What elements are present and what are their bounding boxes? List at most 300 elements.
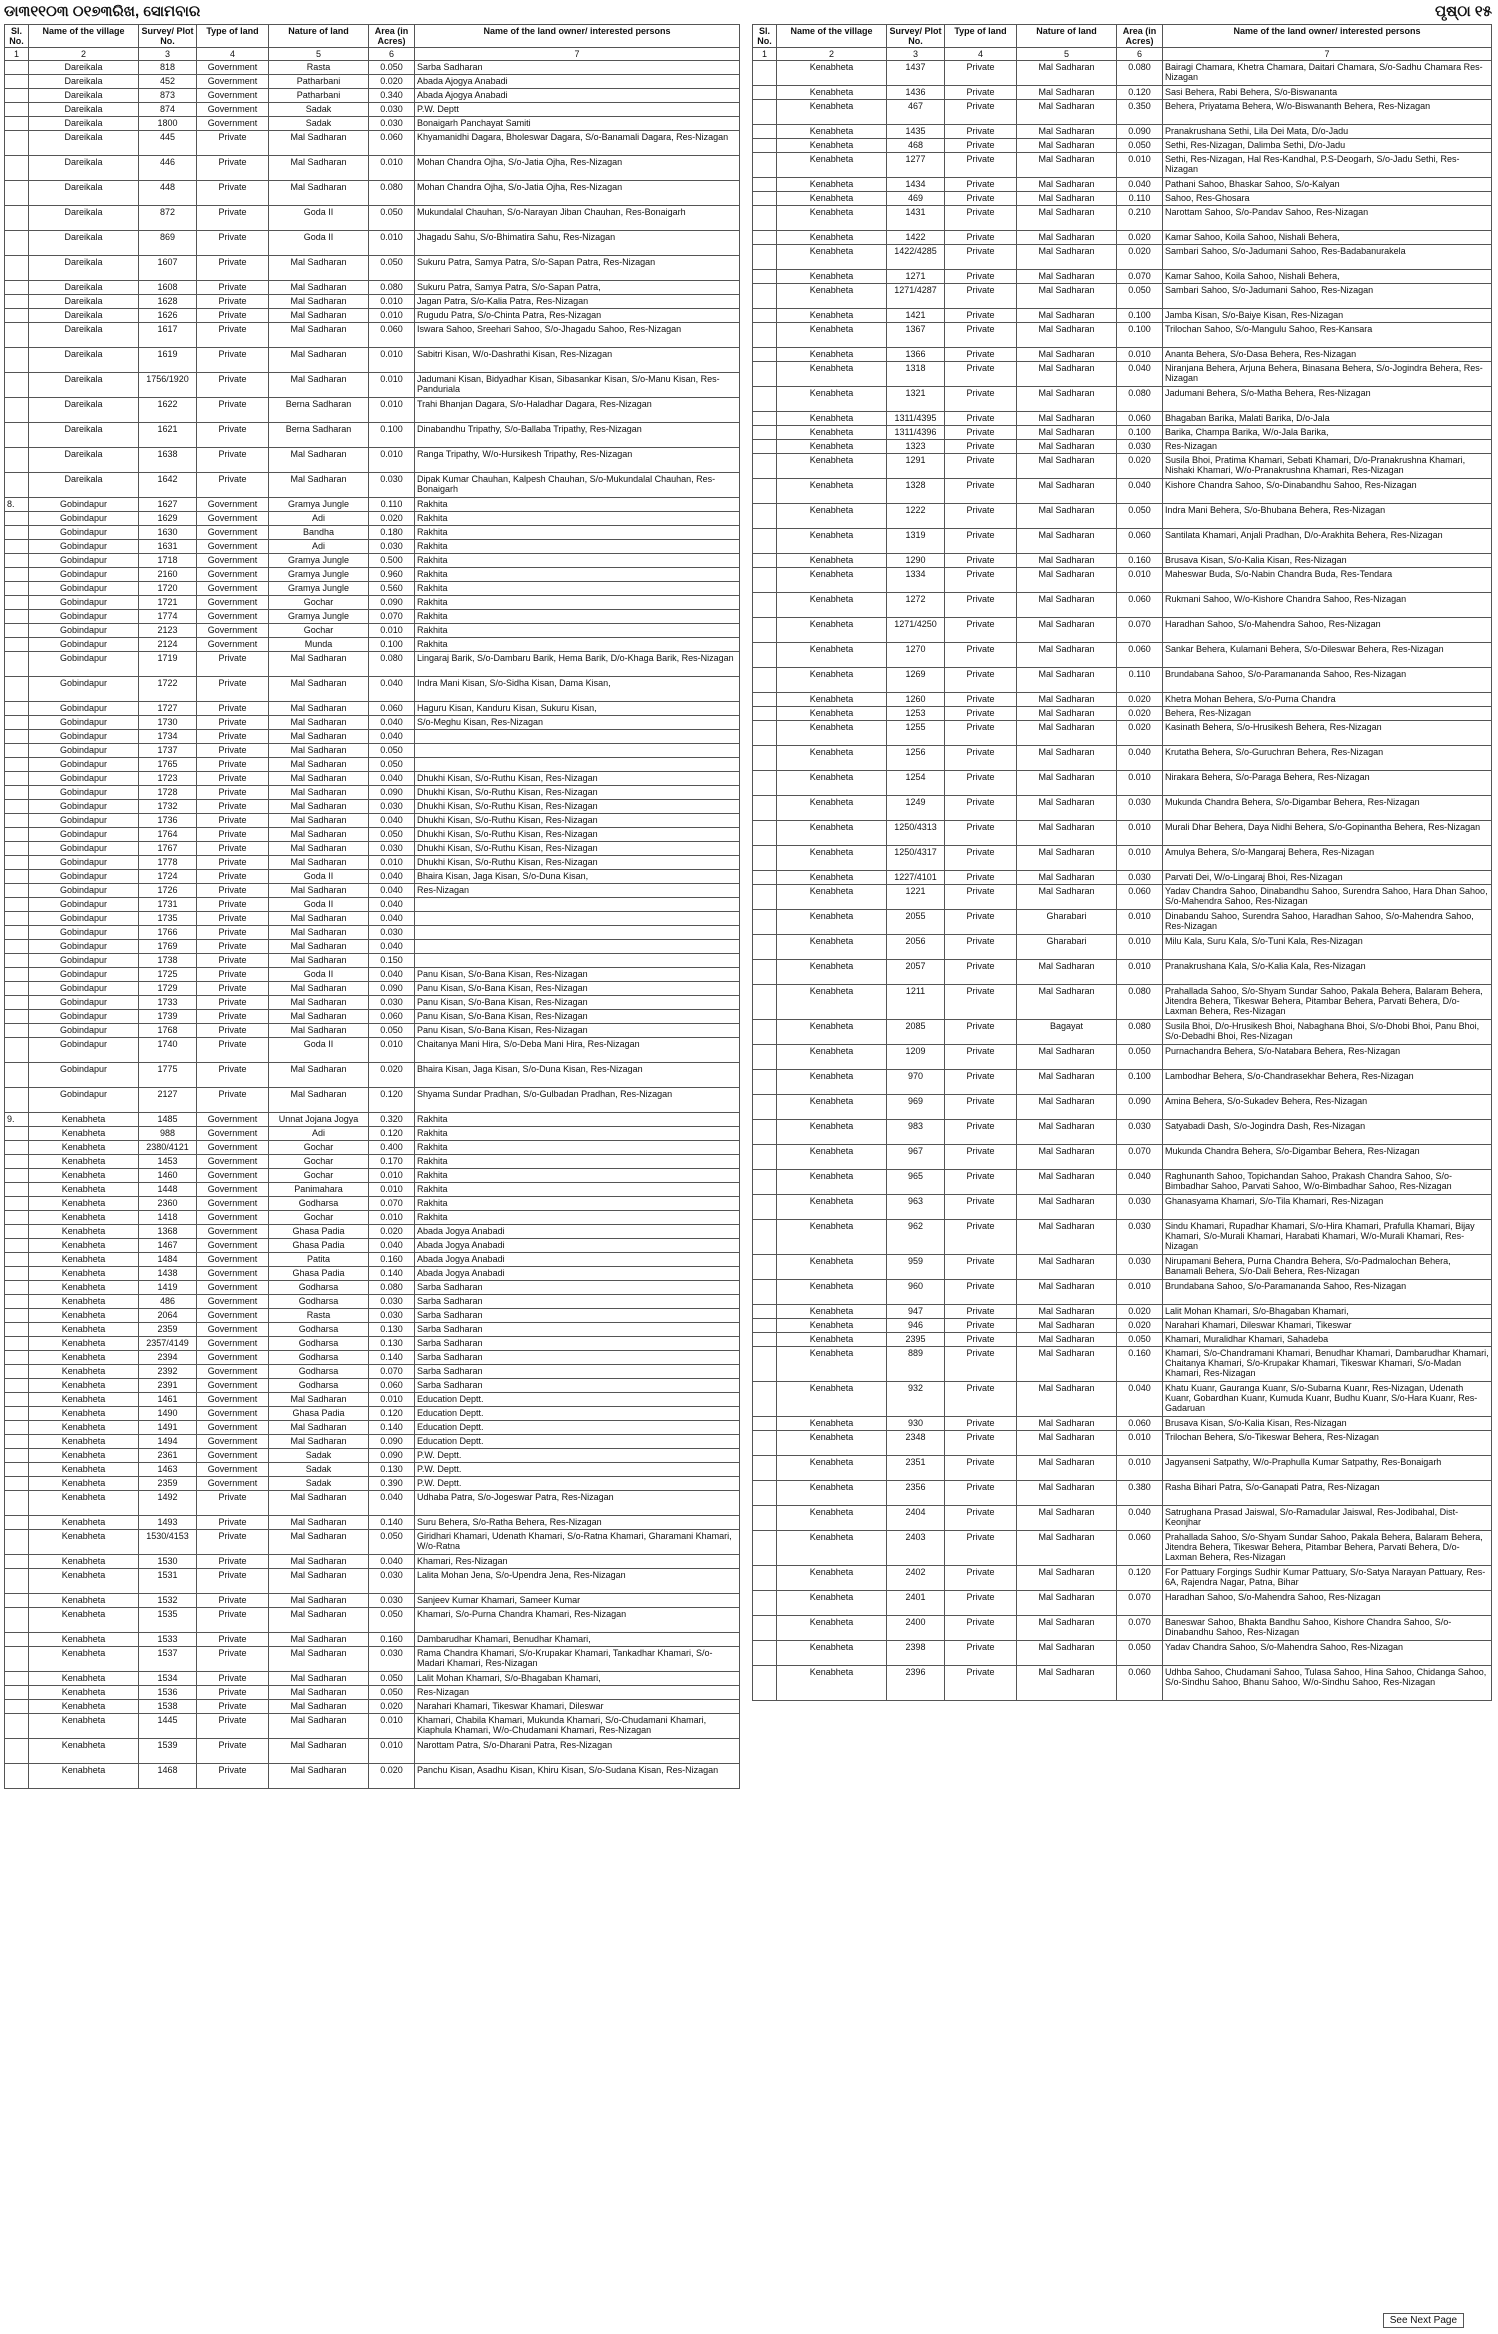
village-name: Gobindapur [29,758,139,772]
land-nature: Gochar [269,624,369,638]
table-row [753,910,1492,935]
table-row [5,526,740,540]
owner-names: Rakhita [415,540,740,554]
table-row [5,1764,740,1789]
land-type: Private [945,1220,1017,1255]
area-acres: 0.050 [369,1686,415,1700]
land-nature: Mal Sadharan [1017,153,1117,178]
plot-number: 1270 [887,643,945,668]
village-name: Dareikala [29,231,139,256]
village-name: Kenabheta [777,1319,887,1333]
land-nature: Mal Sadharan [269,912,369,926]
plot-number: 2124 [139,638,197,652]
plot-number: 1732 [139,800,197,814]
land-type: Private [197,814,269,828]
area-acres: 0.010 [1117,1280,1163,1305]
owner-names: Udhba Sahoo, Chudamani Sahoo, Tulasa Sahoo, Hina Sahoo, Chidanga Sahoo, S/o-Sindhu Sahoo, Bhanu Sahoo, W/o-Sindhu Sahoo, Res-Nizagan [1163,1666,1492,1701]
plot-number: 1765 [139,758,197,772]
village-name: Dareikala [29,295,139,309]
land-type: Government [197,1113,269,1127]
area-acres: 0.100 [369,638,415,652]
area-acres: 0.500 [369,554,415,568]
land-nature: Ghasa Padia [269,1267,369,1281]
column-header: Name of the village [29,25,139,48]
area-acres: 0.140 [369,1267,415,1281]
sl-no [5,526,29,540]
area-acres: 0.040 [369,912,415,926]
sl-no [5,1633,29,1647]
sl-no [753,440,777,454]
plot-number: 1768 [139,1024,197,1038]
sl-no [5,1647,29,1672]
owner-names: Narahari Khamari, Dileswar Khamari, Tikeswar [1163,1319,1492,1333]
land-nature: Gramya Jungle [269,582,369,596]
plot-number: 818 [139,61,197,75]
area-acres: 0.090 [1117,1095,1163,1120]
sl-no [753,1417,777,1431]
land-type: Government [197,1253,269,1267]
sl-no [5,1088,29,1113]
table-row [5,281,740,295]
table-row [5,1569,740,1594]
land-type: Private [945,139,1017,153]
land-nature: Mal Sadharan [1017,529,1117,554]
sl-no [753,707,777,721]
land-type: Private [197,1491,269,1516]
sl-no [753,885,777,910]
plot-number: 1277 [887,153,945,178]
land-type: Government [197,1169,269,1183]
land-nature: Mal Sadharan [269,856,369,870]
area-acres: 0.350 [1117,100,1163,125]
sl-no [753,796,777,821]
land-type: Government [197,1365,269,1379]
table-row [5,1127,740,1141]
land-nature: Mal Sadharan [269,1555,369,1569]
area-acres: 0.560 [369,582,415,596]
table-row [753,746,1492,771]
owner-names: Narahari Khamari, Tikeswar Khamari, Dileswar [415,1700,740,1714]
plot-number: 1419 [139,1281,197,1295]
village-name: Kenabheta [777,270,887,284]
sl-no [5,1295,29,1309]
land-type: Government [197,1323,269,1337]
left-column [4,24,740,1789]
sl-no [5,1141,29,1155]
plot-number: 1291 [887,454,945,479]
village-name: Gobindapur [29,1088,139,1113]
land-nature: Mal Sadharan [1017,1280,1117,1305]
area-acres: 0.160 [1117,554,1163,568]
area-acres: 0.960 [369,568,415,582]
area-acres: 0.010 [369,373,415,398]
owner-names: Lalit Mohan Khamari, S/o-Bhagaban Khamari, [415,1672,740,1686]
land-type: Private [945,821,1017,846]
sl-no [753,1070,777,1095]
sl-no [753,231,777,245]
village-name: Kenabheta [29,1530,139,1555]
sl-no [5,677,29,702]
village-name: Gobindapur [29,814,139,828]
land-nature: Mal Sadharan [1017,960,1117,985]
land-type: Government [197,1211,269,1225]
area-acres: 0.040 [369,677,415,702]
village-name: Kenabheta [29,1155,139,1169]
land-type: Private [197,1010,269,1024]
land-nature: Mal Sadharan [269,323,369,348]
table-row [5,1421,740,1435]
land-nature: Mal Sadharan [269,1516,369,1530]
land-type: Private [197,716,269,730]
land-nature: Mal Sadharan [269,131,369,156]
table-row [753,885,1492,910]
owner-names: Mohan Chandra Ojha, S/o-Jatia Ojha, Res-Nizagan [415,181,740,206]
plot-number: 1766 [139,926,197,940]
plot-number: 1222 [887,504,945,529]
land-nature: Mal Sadharan [1017,1666,1117,1701]
land-type: Government [197,103,269,117]
land-nature: Mal Sadharan [269,716,369,730]
land-type: Private [945,643,1017,668]
table-row [5,309,740,323]
land-nature: Mal Sadharan [1017,707,1117,721]
village-name: Gobindapur [29,912,139,926]
plot-number: 1256 [887,746,945,771]
land-nature: Mal Sadharan [269,1686,369,1700]
owner-names: Rakhita [415,582,740,596]
village-name: Dareikala [29,117,139,131]
village-name: Kenabheta [777,192,887,206]
column-number-row [5,48,740,61]
sl-no [753,1195,777,1220]
area-acres: 0.020 [369,1225,415,1239]
area-acres: 0.390 [369,1477,415,1491]
table-row [753,568,1492,593]
owner-names: Rakhita [415,1211,740,1225]
village-name: Kenabheta [777,746,887,771]
village-name: Gobindapur [29,540,139,554]
land-type: Private [945,846,1017,871]
land-type: Private [945,1120,1017,1145]
area-acres: 0.040 [369,730,415,744]
owner-names: Brusava Kisan, S/o-Kalia Kisan, Res-Nizagan [1163,1417,1492,1431]
owner-names: Maheswar Buda, S/o-Nabin Chandra Buda, Res-Tendara [1163,568,1492,593]
village-name: Kenabheta [777,1666,887,1701]
owner-names [415,744,740,758]
owner-names: Dhukhi Kisan, S/o-Ruthu Kisan, Res-Nizagan [415,856,740,870]
left-table-body [5,61,740,1789]
land-nature: Mal Sadharan [269,1647,369,1672]
sl-no [5,1038,29,1063]
area-acres: 0.100 [369,423,415,448]
plot-number: 2404 [887,1506,945,1531]
column-header: Type of land [197,25,269,48]
table-row [5,117,740,131]
land-type: Private [197,1594,269,1608]
plot-number: 2391 [139,1379,197,1393]
land-type: Government [197,638,269,652]
sl-no [5,473,29,498]
land-type: Private [197,1516,269,1530]
owner-names: Sindu Khamari, Rupadhar Khamari, S/o-Hira Khamari, Prafulla Khamari, Bijay Khamari, S/o-Murali Khamari, Harabati Khamari, W/o-Murali Khamari, Res-Nizagan [1163,1220,1492,1255]
sl-no [5,842,29,856]
village-name: Kenabheta [29,1379,139,1393]
owner-names: Bhaira Kisan, Jaga Kisan, S/o-Duna Kisan, Res-Nizagan [415,1063,740,1088]
sl-no [5,772,29,786]
plot-number: 1718 [139,554,197,568]
plot-number: 1437 [887,61,945,86]
sl-no [5,398,29,423]
land-type: Private [945,1255,1017,1280]
area-acres: 0.010 [1117,1456,1163,1481]
village-name: Gobindapur [29,828,139,842]
land-type: Private [197,772,269,786]
table-row [5,1555,740,1569]
area-acres: 0.140 [369,1351,415,1365]
land-nature: Mal Sadharan [1017,454,1117,479]
village-name: Kenabheta [777,1382,887,1417]
owner-names: Bhaira Kisan, Jaga Kisan, S/o-Duna Kisan, [415,870,740,884]
owner-names: Panchu Kisan, Asadhu Kisan, Khiru Kisan, S/o-Sudana Kisan, Res-Nizagan [415,1764,740,1789]
land-nature: Mal Sadharan [269,828,369,842]
plot-number: 963 [887,1195,945,1220]
land-type: Private [945,1170,1017,1195]
plot-number: 1775 [139,1063,197,1088]
owner-names: Panu Kisan, S/o-Bana Kisan, Res-Nizagan [415,1024,740,1038]
village-name: Kenabheta [777,412,887,426]
village-name: Gobindapur [29,898,139,912]
village-name: Kenabheta [777,593,887,618]
column-number: 7 [1163,48,1492,61]
area-acres: 0.020 [1117,693,1163,707]
table-row [753,1280,1492,1305]
area-acres: 0.050 [369,256,415,281]
sl-no [753,362,777,387]
village-name: Dareikala [29,156,139,181]
owner-names: Khamari, S/o-Purna Chandra Khamari, Res-Nizagan [415,1608,740,1633]
land-nature: Mal Sadharan [269,309,369,323]
table-row [753,1431,1492,1456]
village-name: Kenabheta [777,100,887,125]
table-row [753,618,1492,643]
sl-no [5,281,29,295]
area-acres: 0.030 [1117,440,1163,454]
area-acres: 0.040 [1117,1170,1163,1195]
owner-names: P.W. Deptt. [415,1449,740,1463]
table-row [5,786,740,800]
sl-no [753,61,777,86]
table-row [5,1351,740,1365]
plot-number: 1537 [139,1647,197,1672]
table-row [5,1183,740,1197]
land-nature: Mal Sadharan [1017,1319,1117,1333]
plot-number: 930 [887,1417,945,1431]
area-acres: 0.020 [1117,1305,1163,1319]
sl-no [5,568,29,582]
village-name: Gobindapur [29,884,139,898]
land-nature: Mal Sadharan [269,1024,369,1038]
owner-names: Sukuru Patra, Samya Patra, S/o-Sapan Patra, Res-Nizagan [415,256,740,281]
village-name: Gobindapur [29,498,139,512]
sl-no [753,1319,777,1333]
table-row [5,131,740,156]
column-header: Area (in Acres) [1117,25,1163,48]
column-number: 4 [197,48,269,61]
land-nature: Godharsa [269,1379,369,1393]
owner-names: Rakhita [415,1113,740,1127]
plot-number: 1767 [139,842,197,856]
land-nature: Mal Sadharan [1017,1305,1117,1319]
area-acres: 0.040 [369,1555,415,1569]
area-acres: 0.060 [369,702,415,716]
table-row [753,86,1492,100]
village-name: Kenabheta [29,1594,139,1608]
area-acres: 0.010 [1117,960,1163,985]
area-acres: 0.030 [1117,871,1163,885]
owner-names: Abada Jogya Anabadi [415,1239,740,1253]
table-row [5,772,740,786]
village-name: Gobindapur [29,624,139,638]
area-acres: 0.070 [1117,1145,1163,1170]
land-type: Private [945,796,1017,821]
land-nature: Mal Sadharan [269,1491,369,1516]
land-type: Private [197,1038,269,1063]
owner-names: Education Deptt. [415,1421,740,1435]
plot-number: 1453 [139,1155,197,1169]
table-row [5,1038,740,1063]
sl-no [5,884,29,898]
sl-no [5,610,29,624]
village-name: Dareikala [29,398,139,423]
land-type: Private [945,100,1017,125]
owner-names: Res-Nizagan [415,884,740,898]
area-acres: 0.010 [369,295,415,309]
area-acres: 0.020 [1117,231,1163,245]
owner-names: Prahallada Sahoo, S/o-Shyam Sundar Sahoo, Pakala Behera, Balaram Behera, Jitendra Behera, Tikeswar Behera, Pitambar Behera, Parvati Behera, D/o-Laxman Behera, Res-Nizagan [1163,1531,1492,1566]
owner-names: Rakhita [415,1155,740,1169]
land-nature: Mal Sadharan [269,772,369,786]
sl-no [753,1020,777,1045]
table-row [753,821,1492,846]
plot-number: 1448 [139,1183,197,1197]
land-nature: Mal Sadharan [269,1714,369,1739]
table-row [5,568,740,582]
plot-number: 1438 [139,1267,197,1281]
land-type: Private [945,1431,1017,1456]
plot-number: 1723 [139,772,197,786]
land-type: Private [945,554,1017,568]
land-type: Government [197,1239,269,1253]
owner-names: Bonaigarh Panchayat Samiti [415,117,740,131]
land-nature: Mal Sadharan [269,373,369,398]
land-nature: Patharbani [269,89,369,103]
plot-number: 1530/4153 [139,1530,197,1555]
village-name: Dareikala [29,423,139,448]
sl-no [753,985,777,1020]
owner-names [415,898,740,912]
land-type: Private [945,61,1017,86]
sl-no [5,702,29,716]
plot-number: 1617 [139,323,197,348]
plot-number: 872 [139,206,197,231]
land-nature: Mal Sadharan [1017,821,1117,846]
sl-no [5,1351,29,1365]
area-acres: 0.090 [369,982,415,996]
table-row [753,323,1492,348]
owner-names: Jadumani Behera, S/o-Matha Behera, Res-Nizagan [1163,387,1492,412]
village-name: Kenabheta [777,309,887,323]
sl-no [753,1045,777,1070]
plot-number: 1721 [139,596,197,610]
land-nature: Mal Sadharan [1017,362,1117,387]
area-acres: 0.060 [369,131,415,156]
sl-no [5,1449,29,1463]
plot-number: 1445 [139,1714,197,1739]
column-number: 4 [945,48,1017,61]
area-acres: 0.010 [369,1714,415,1739]
owner-names: Khyamanidhi Dagara, Bholeswar Dagara, S/o-Banamali Dagara, Res-Nizagan [415,131,740,156]
plot-number: 1756/1920 [139,373,197,398]
area-acres: 0.010 [369,1739,415,1764]
area-acres: 0.030 [369,1569,415,1594]
plot-number: 1321 [887,387,945,412]
village-name: Kenabheta [29,1516,139,1530]
land-type: Private [945,125,1017,139]
owner-names: Trilochan Behera, S/o-Tikeswar Behera, Res-Nizagan [1163,1431,1492,1456]
plot-number: 1622 [139,398,197,423]
land-nature: Adi [269,540,369,554]
sl-no [5,131,29,156]
land-type: Government [197,75,269,89]
owner-names: P.W. Deptt. [415,1463,740,1477]
land-type: Government [197,1463,269,1477]
column-header: Nature of land [269,25,369,48]
owner-names: Giridhari Khamari, Udenath Khamari, S/o-Ratna Khamari, Gharamani Khamari, W/o-Ratna [415,1530,740,1555]
plot-number: 1629 [139,512,197,526]
sl-no [5,117,29,131]
table-row [5,231,740,256]
owner-names: S/o-Meghu Kisan, Res-Nizagan [415,716,740,730]
table-row [753,426,1492,440]
plot-number: 1468 [139,1764,197,1789]
village-name: Gobindapur [29,512,139,526]
land-type: Private [197,156,269,181]
sl-no [5,1435,29,1449]
village-name: Gobindapur [29,1038,139,1063]
area-acres: 0.020 [1117,245,1163,270]
plot-number: 1725 [139,968,197,982]
sl-no [753,821,777,846]
land-type: Private [197,1633,269,1647]
area-acres: 0.180 [369,526,415,540]
plot-number: 1531 [139,1569,197,1594]
sl-no [5,940,29,954]
plot-number: 1493 [139,1516,197,1530]
village-name: Kenabheta [29,1127,139,1141]
sl-no [753,1506,777,1531]
land-type: Private [197,1555,269,1569]
land-nature: Rasta [269,1309,369,1323]
owner-names: Baneswar Sahoo, Bhakta Bandhu Sahoo, Kishore Chandra Sahoo, S/o-Dinabandhu Sahoo, Res-Nizagan [1163,1616,1492,1641]
land-nature: Mal Sadharan [1017,1255,1117,1280]
land-nature: Mal Sadharan [1017,846,1117,871]
owner-names: Ranga Tripathy, W/o-Hursikesh Tripathy, Res-Nizagan [415,448,740,473]
owner-names: Sabitri Kisan, W/o-Dashrathi Kisan, Res-Nizagan [415,348,740,373]
sl-no [753,1591,777,1616]
land-nature: Adi [269,512,369,526]
plot-number: 1534 [139,1672,197,1686]
land-nature: Mal Sadharan [1017,270,1117,284]
